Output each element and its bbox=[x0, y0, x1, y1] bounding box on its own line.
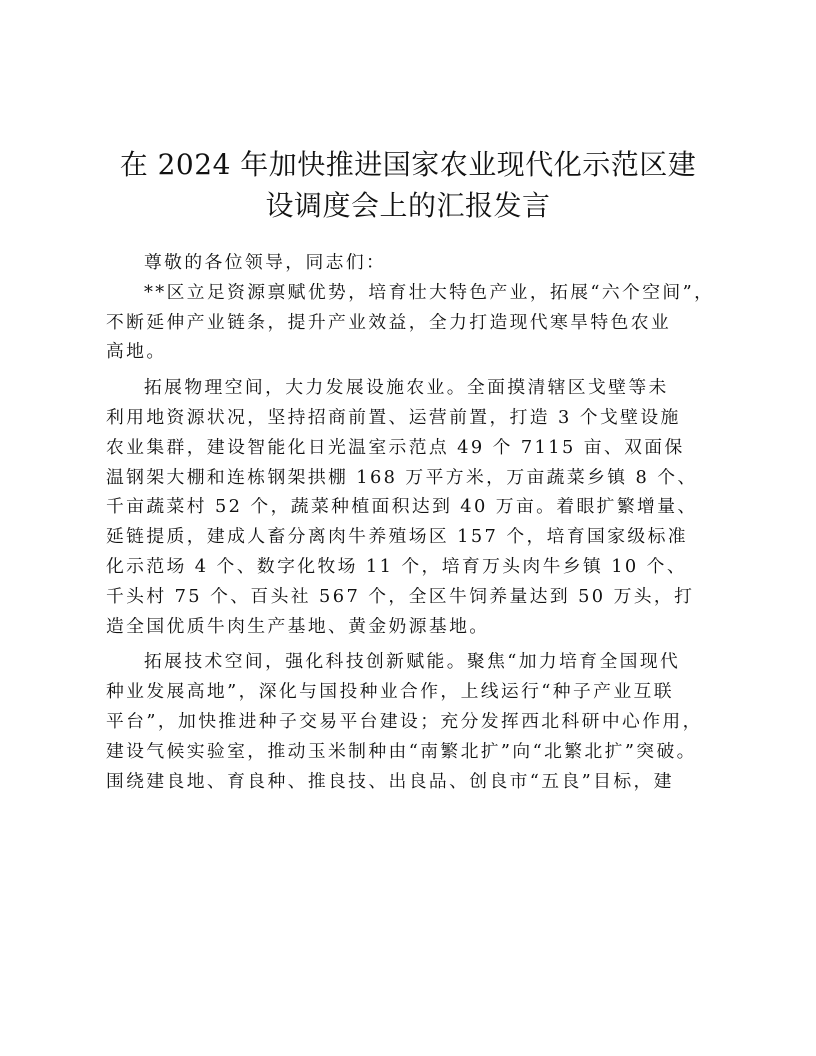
document-body bbox=[106, 248, 715, 796]
paragraph-line: 利用地资源状况，坚持招商前置、运营前置，打造 3 个戈壁设施 bbox=[106, 406, 681, 428]
paragraph-salutation bbox=[106, 248, 712, 278]
paragraph-line: 不断延伸产业链条，提升产业效益，全力打造现代寒旱特色农业 bbox=[106, 311, 672, 333]
paragraph-line: 延链提质，建成人畜分离肉牛养殖场区 157 个，培育国家级标准 bbox=[106, 526, 688, 548]
paragraph-line: 温钢架大棚和连栋钢架拱棚 168 万平方米，万亩蔬菜乡镇 8 个、 bbox=[106, 466, 698, 488]
title-line: 在 2024 年加快推进国家农业现代化示范区建 bbox=[119, 148, 697, 181]
paragraph-line: 造全国优质牛肉生产基地、黄金奶源基地。 bbox=[106, 615, 490, 637]
paragraph-line: 围绕建良地、育良种、推良技、出良品、创良市“五良”目标，建 bbox=[106, 770, 674, 792]
paragraph-line: **区立足资源禀赋优势，培育壮大特色产业，拓展“六个空间”， bbox=[144, 281, 715, 303]
paragraph-physical-space bbox=[106, 373, 712, 641]
paragraph-line: 千亩蔬菜村 52 个，蔬菜种植面积达到 40 万亩。着眼扩繁增量、 bbox=[106, 496, 698, 518]
paragraph-line: 高地。 bbox=[106, 341, 167, 363]
paragraph-line: 拓展物理空间，大力发展设施农业。全面摸清辖区戈壁等未 bbox=[144, 377, 669, 399]
paragraph-line: 建设气候实验室，推动玉米制种由“南繁北扩”向“北繁北扩”突破。 bbox=[106, 740, 697, 762]
paragraph-line: 化示范场 4 个、数字化牧场 11 个，培育万头肉牛乡镇 10 个、 bbox=[106, 555, 688, 577]
paragraph-line: 种业发展高地”，深化与国投种业合作，上线运行“种子产业互联 bbox=[106, 681, 674, 703]
paragraph-line: 农业集群，建设智能化日光温室示范点 49 个 7115 亩、双面保 bbox=[106, 436, 685, 458]
paragraph-line: 拓展技术空间，强化科技创新赋能。聚焦“加力培育全国现代 bbox=[144, 651, 681, 673]
paragraph-intro bbox=[106, 278, 715, 367]
paragraph-line: 尊敬的各位领导，同志们： bbox=[144, 252, 387, 273]
title-line: 设调度会上的汇报发言 bbox=[265, 189, 551, 222]
paragraph-line: 平台”，加快推进种子交易平台建设；充分发挥西北科研中心作用， bbox=[106, 710, 703, 732]
document-title bbox=[100, 144, 716, 226]
paragraph-technology-space bbox=[106, 647, 712, 796]
paragraph-line: 千头村 75 个、百头社 567 个，全区牛饲养量达到 50 万头，打 bbox=[106, 585, 695, 607]
